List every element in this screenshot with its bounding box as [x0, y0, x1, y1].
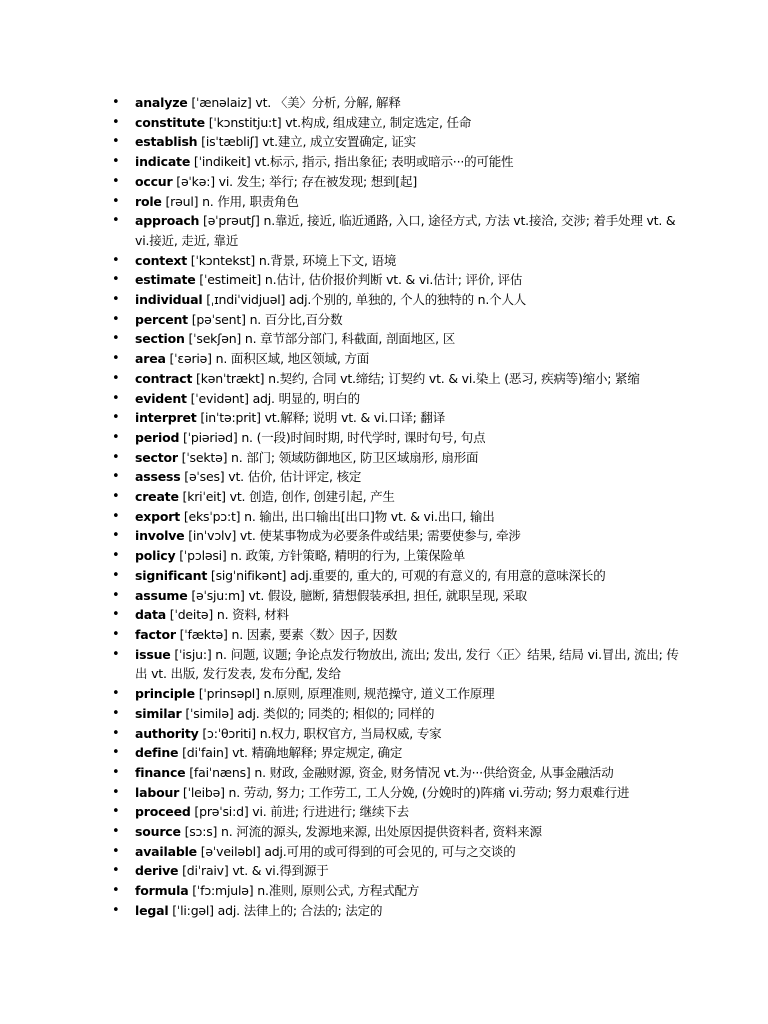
phonetic: [ɔ:ˈθɔriti]	[202, 725, 256, 741]
vocabulary-entry	[110, 802, 685, 822]
vocabulary-entry	[110, 349, 685, 369]
definition: n.权力, 职权官方, 当局权威, 专家	[259, 725, 442, 741]
bullet-icon: •	[112, 173, 120, 189]
bullet-icon: •	[112, 686, 120, 702]
bullet-icon: •	[112, 134, 120, 150]
definition: n. 输出, 出口输出[出口]物 vt. & vi.出口, 输出	[244, 508, 495, 524]
phonetic: [rəul]	[165, 193, 199, 209]
phonetic: [ˈli:gəl]	[172, 902, 214, 918]
definition: vt.标示, 指示, 指出象征; 表明或暗示···的可能性	[254, 154, 514, 170]
bullet-icon: •	[112, 902, 120, 918]
definition: n. 面积区域, 地区领域, 方面	[215, 351, 369, 367]
definition: n.背景, 环境上下文, 语境	[258, 252, 397, 268]
bullet-icon: •	[112, 587, 120, 603]
headword: finance	[135, 764, 186, 780]
bullet-icon: •	[112, 528, 120, 544]
phonetic: [diˈfain]	[182, 745, 229, 761]
headword: source	[135, 824, 181, 840]
definition: n. 章节部分部门, 科截面, 剖面地区, 区	[244, 331, 456, 347]
vocabulary-entry	[110, 369, 685, 389]
definition: vt. 假设, 臆断, 猜想假装承担, 担任, 就职呈现, 采取	[248, 587, 528, 603]
headword: approach	[135, 213, 200, 229]
definition: n.准则, 原则公式, 方程式配方	[257, 883, 420, 899]
definition: vt. 估价, 估计评定, 核定	[228, 469, 362, 485]
headword: available	[135, 843, 197, 859]
vocabulary-entry	[110, 842, 685, 862]
definition: n. 河流的源头, 发源地来源, 出处原因提供资料者, 资料来源	[221, 824, 542, 840]
vocabulary-entry	[110, 507, 685, 527]
bullet-icon: •	[112, 331, 120, 347]
bullet-icon: •	[112, 95, 120, 110]
phonetic: [ˈkɔnstitju:t]	[208, 114, 282, 130]
headword: involve	[135, 528, 185, 544]
definition: n. 作用, 职责角色	[202, 193, 299, 209]
vocabulary-entry	[110, 546, 685, 566]
phonetic: [sɔ:s]	[184, 824, 218, 840]
vocabulary-entry	[110, 783, 685, 803]
headword: context	[135, 252, 187, 268]
phonetic: [ˈsekʃən]	[188, 331, 242, 347]
headword: similar	[135, 705, 182, 721]
vocabulary-entry	[110, 428, 685, 448]
phonetic: [eksˈpɔ:t]	[183, 508, 241, 524]
vocabulary-entry	[110, 172, 685, 192]
vocabulary-entry	[110, 901, 685, 921]
vocabulary-entry	[110, 566, 685, 586]
bullet-icon: •	[112, 725, 120, 741]
headword: authority	[135, 725, 199, 741]
bullet-icon: •	[112, 429, 120, 445]
headword: sector	[135, 449, 178, 465]
vocabulary-entry	[110, 152, 685, 172]
vocabulary-entry	[110, 93, 685, 113]
vocabulary-entry	[110, 113, 685, 133]
phonetic: [kriˈeit]	[182, 489, 226, 505]
definition: vi. 发生; 举行; 存在被发现; 想到[起]	[218, 173, 417, 189]
definition: vt. & vi.得到源于	[232, 863, 329, 879]
headword: individual	[135, 292, 203, 308]
phonetic: [inˈvɔlv]	[188, 528, 237, 544]
phonetic: [əˈkə:]	[176, 173, 215, 189]
phonetic: [ˈpiəriəd]	[183, 429, 238, 445]
definition: n.估计, 估价报价判断 vt. & vi.估计; 评价, 评估	[264, 272, 523, 288]
definition: n. 百分比,百分数	[249, 311, 343, 327]
phonetic: [əˈsju:m]	[191, 587, 245, 603]
phonetic: [ˈdeitə]	[169, 607, 214, 623]
bullet-icon: •	[112, 154, 120, 170]
bullet-icon: •	[112, 469, 120, 485]
headword: proceed	[135, 804, 191, 820]
bullet-icon: •	[112, 213, 120, 229]
headword: contract	[135, 370, 193, 386]
vocabulary-entry	[110, 724, 685, 744]
vocabulary-entry	[110, 270, 685, 290]
phonetic: [ˈsektə]	[181, 449, 228, 465]
phonetic: [ˈfæktə]	[179, 626, 228, 642]
bullet-icon: •	[112, 626, 120, 642]
bullet-icon: •	[112, 548, 120, 564]
vocabulary-entry	[110, 625, 685, 645]
phonetic: [ˈprinsəpl]	[198, 686, 260, 702]
vocabulary-entry	[110, 586, 685, 606]
vocabulary-entry	[110, 605, 685, 625]
definition: n. (一段)时间时期, 时代学时, 课时句号, 句点	[241, 429, 486, 445]
headword: evident	[135, 390, 187, 406]
bullet-icon: •	[112, 824, 120, 840]
vocabulary-entry	[110, 192, 685, 212]
headword: data	[135, 607, 166, 623]
bullet-icon: •	[112, 311, 120, 327]
phonetic: [diˈraiv]	[182, 863, 229, 879]
definition: vi. 前进; 行进进行; 继续下去	[252, 804, 409, 820]
vocabulary-entry	[110, 684, 685, 704]
definition: adj.可用的或可得到的可会见的, 可与之交谈的	[264, 843, 516, 859]
definition: vt.构成, 组成建立, 制定选定, 任命	[285, 114, 472, 130]
definition: vt. 精确地解释; 界定规定, 确定	[232, 745, 403, 761]
headword: estimate	[135, 272, 196, 288]
definition: n. 资料, 材料	[216, 607, 289, 623]
phonetic: [əˈses]	[184, 469, 225, 485]
phonetic: [kənˈtrækt]	[196, 370, 265, 386]
bullet-icon: •	[112, 646, 120, 662]
phonetic: [ˈkɔntekst]	[190, 252, 256, 268]
headword: derive	[135, 863, 179, 879]
headword: indicate	[135, 154, 191, 170]
headword: assume	[135, 587, 188, 603]
vocabulary-entry	[110, 487, 685, 507]
bullet-icon: •	[112, 390, 120, 406]
bullet-icon: •	[112, 705, 120, 721]
definition: n. 问题, 议题; 争论点发行物放出, 流出; 发出, 发行〈正〉结果, 结局 vi.冒出, 流出; 传出 vt. 出版, 发行发表, 发布分配, 发给	[135, 646, 679, 682]
headword: factor	[135, 626, 176, 642]
vocabulary-entry	[110, 822, 685, 842]
bullet-icon: •	[112, 449, 120, 465]
bullet-icon: •	[112, 883, 120, 899]
bullet-icon: •	[112, 252, 120, 268]
phonetic: [əˈprəutʃ]	[203, 213, 260, 229]
vocabulary-entry	[110, 645, 685, 684]
phonetic: [faiˈnæns]	[189, 764, 251, 780]
headword: assess	[135, 469, 181, 485]
bullet-icon: •	[112, 351, 120, 367]
headword: analyze	[135, 95, 188, 110]
phonetic: [ˌɪndiˈvidjuəl]	[206, 292, 286, 308]
headword: period	[135, 429, 180, 445]
bullet-icon: •	[112, 745, 120, 761]
phonetic: [sigˈnifikənt]	[210, 567, 287, 583]
definition: n. 劳动, 努力; 工作劳工, 工人分娩, (分娩时的)阵痛 vi.劳动; 努力艰难行进	[228, 784, 630, 800]
headword: labour	[135, 784, 180, 800]
phonetic: [prəˈsi:d]	[194, 804, 249, 820]
bullet-icon: •	[112, 784, 120, 800]
vocabulary-entry	[110, 329, 685, 349]
headword: formula	[135, 883, 189, 899]
headword: define	[135, 745, 179, 761]
bullet-icon: •	[112, 114, 120, 130]
headword: establish	[135, 134, 198, 150]
definition: n. 部门; 领域防御地区, 防卫区域扇形, 扇形面	[231, 449, 479, 465]
bullet-icon: •	[112, 272, 120, 288]
phonetic: [isˈtæbliʃ]	[201, 134, 259, 150]
definition: vt.建立, 成立安置确定, 证实	[262, 134, 416, 150]
vocabulary-entry	[110, 211, 685, 250]
phonetic: [ˈisju:]	[174, 646, 212, 662]
vocabulary-entry	[110, 132, 685, 152]
definition: n.契约, 合同 vt.缔结; 订契约 vt. & vi.染上 (恶习, 疾病等)缩小; 紧缩	[268, 370, 640, 386]
headword: role	[135, 193, 162, 209]
phonetic: [ˈfɔ:mjulə]	[192, 883, 254, 899]
headword: legal	[135, 902, 169, 918]
definition: n.靠近, 接近, 临近通路, 入口, 途径方式, 方法 vt.接洽, 交涉; 着手处理 vt. & vi.接近, 走近, 靠近	[135, 213, 676, 248]
definition: adj.重要的, 重大的, 可观的有意义的, 有用意的意味深长的	[290, 567, 606, 583]
definition: vt.解释; 说明 vt. & vi.口译; 翻译	[264, 410, 446, 426]
phonetic: [ˈɛəriə]	[169, 351, 212, 367]
headword: percent	[135, 311, 188, 327]
headword: interpret	[135, 410, 197, 426]
bullet-icon: •	[112, 863, 120, 879]
vocabulary-entry	[110, 763, 685, 783]
phonetic: [ˈleibə]	[182, 784, 225, 800]
phonetic: [ˈindikeit]	[193, 154, 251, 170]
vocabulary-entry	[110, 448, 685, 468]
headword: area	[135, 351, 166, 367]
definition: adj. 法律上的; 合法的; 法定的	[217, 902, 383, 918]
definition: adj. 明显的, 明白的	[252, 390, 360, 406]
headword: constitute	[135, 114, 205, 130]
definition: n. 财政, 金融财源, 资金, 财务情况 vt.为···供给资金, 从事金融活动	[254, 764, 614, 780]
headword: section	[135, 331, 185, 347]
vocabulary-entry	[110, 526, 685, 546]
bullet-icon: •	[112, 607, 120, 623]
vocabulary-entry	[110, 704, 685, 724]
bullet-icon: •	[112, 489, 120, 505]
vocabulary-entry	[110, 310, 685, 330]
bullet-icon: •	[112, 410, 120, 426]
bullet-icon: •	[112, 508, 120, 524]
vocabulary-list	[110, 93, 685, 921]
bullet-icon: •	[112, 292, 120, 308]
headword: occur	[135, 173, 173, 189]
vocabulary-entry	[110, 290, 685, 310]
phonetic: [ˈestimeit]	[199, 272, 262, 288]
vocabulary-entry	[110, 881, 685, 901]
definition: adj.个别的, 单独的, 个人的独特的 n.个人人	[288, 292, 527, 308]
headword: principle	[135, 686, 195, 702]
bullet-icon: •	[112, 804, 120, 820]
headword: issue	[135, 646, 171, 662]
headword: create	[135, 489, 179, 505]
definition: vt. 创造, 创作, 创建引起, 产生	[229, 489, 395, 505]
vocabulary-entry	[110, 389, 685, 409]
vocabulary-entry	[110, 467, 685, 487]
bullet-icon: •	[112, 843, 120, 859]
phonetic: [inˈtə:prit]	[200, 410, 261, 426]
definition: n. 政策, 方针策略, 精明的行为, 上策保险单	[230, 548, 466, 564]
definition: adj. 类似的; 同类的; 相似的; 同样的	[237, 705, 435, 721]
definition: vt. 使某事物成为必要条件或结果; 需要使参与, 牵涉	[239, 528, 521, 544]
phonetic: [pəˈsent]	[191, 311, 246, 327]
headword: policy	[135, 548, 176, 564]
phonetic: [ˈevidənt]	[190, 390, 249, 406]
definition: vt. 〈美〉分析, 分解, 解释	[255, 95, 401, 110]
phonetic: [əˈveiləbl]	[200, 843, 261, 859]
bullet-icon: •	[112, 193, 120, 209]
bullet-icon: •	[112, 764, 120, 780]
phonetic: [ˈsimilə]	[185, 705, 234, 721]
headword: significant	[135, 567, 208, 583]
definition: n.原则, 原理准则, 规范操守, 道义工作原理	[263, 686, 495, 702]
vocabulary-entry	[110, 861, 685, 881]
vocabulary-entry	[110, 251, 685, 271]
phonetic: [ˈpɔləsi]	[179, 548, 227, 564]
bullet-icon: •	[112, 567, 120, 583]
vocabulary-entry	[110, 743, 685, 763]
definition: n. 因素, 要素〈数〉因子, 因数	[231, 626, 398, 642]
phonetic: [ˈænəlaiz]	[191, 95, 252, 110]
vocabulary-entry	[110, 408, 685, 428]
headword: export	[135, 508, 181, 524]
bullet-icon: •	[112, 370, 120, 386]
